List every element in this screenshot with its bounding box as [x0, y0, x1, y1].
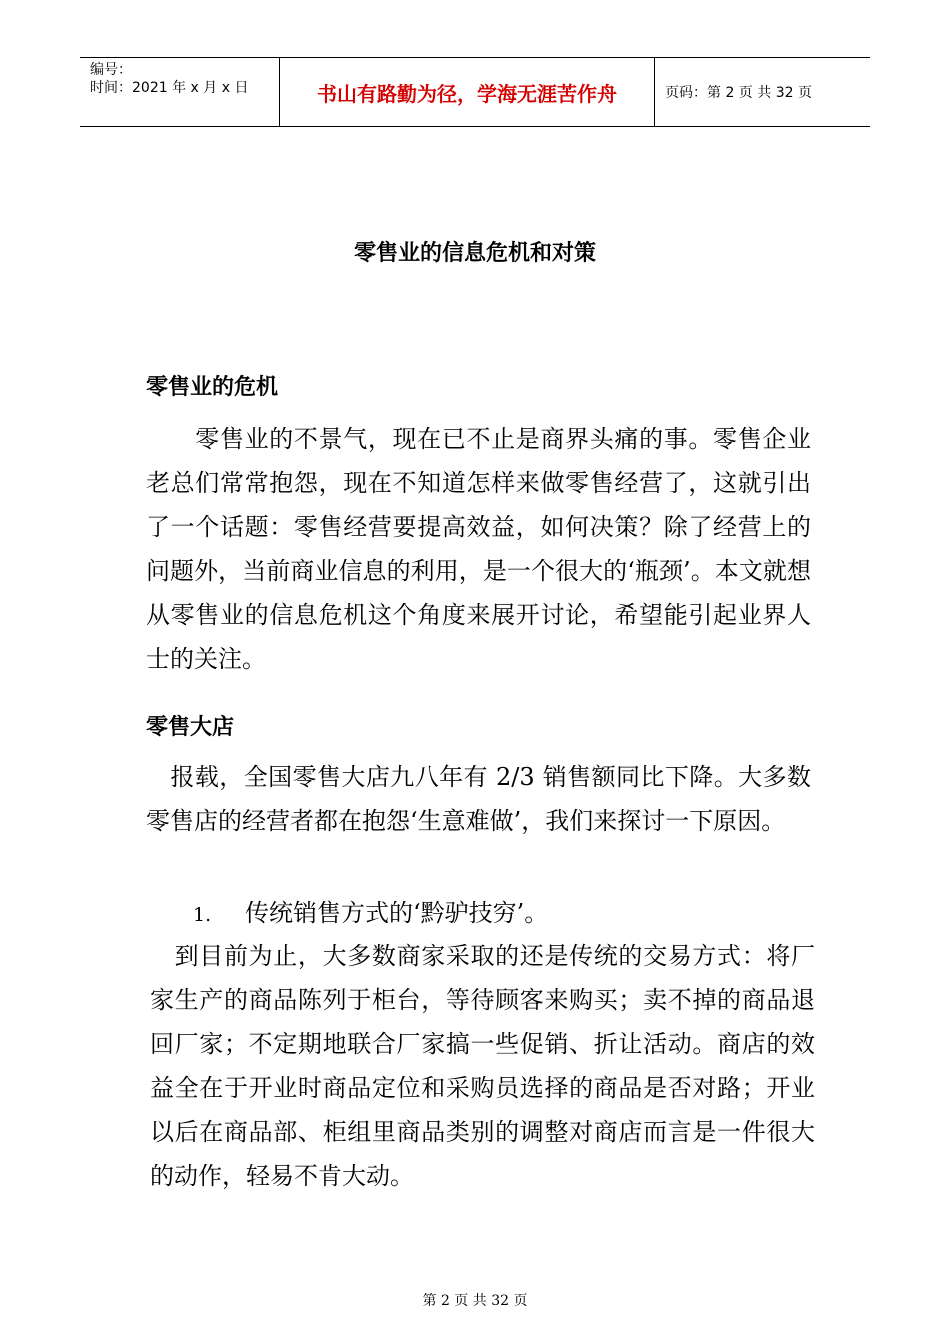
header-page-info: 页码：第 2 页 共 32 页	[665, 85, 812, 101]
section-paragraph-crisis: 零售业的不景气，现在已不止是商界头痛的事。零售企业老总们常常抱怨，现在不知道怎样来做零售经营了，这就引出了一个话题：零售经营要提高效益，如何决策？除了经营上的问题外，当前商业信息的利用，是一个很大的‘瓶颈’。本文就想从零售业的信息危机这个角度来展开讨论，希望能引起业界人士的关注。	[146, 425, 811, 673]
list-item	[193, 891, 548, 937]
section-heading-large-stores: 零售大店	[146, 715, 235, 740]
section-paragraph-large-stores: 报载，全国零售大店九八年有 2/3 销售额同比下降。大多数零售店的经营者都在抱怨‘生意难做’，我们来探讨一下原因。	[146, 763, 811, 835]
page-footer: 第 2 页 共 32 页	[422, 1293, 528, 1309]
section-paragraph-traditional-sales: 到目前为止，大多数商家采取的还是传统的交易方式：将厂家生产的商品陈列于柜台，等待顾客来购买；卖不掉的商品退回厂家；不定期地联合厂家搞一些促销、折让活动。商店的效益全在于开业时商品定位和采购员选择的商品是否对路；开业以后在商品部、柜组里商品类别的调整对商店而言是一件很大的动作，轻易不肯大动。	[150, 942, 815, 1190]
header-motto: 书山有路勤为径，学海无涯苦作舟	[280, 58, 655, 126]
list-number: 1.	[193, 904, 212, 926]
document-date: 时间：2021 年 x 月 x 日	[90, 80, 249, 96]
document-number-label: 编号：	[90, 62, 132, 78]
page-header	[80, 57, 870, 127]
section-heading-crisis: 零售业的危机	[146, 375, 279, 400]
list-text: 传统销售方式的‘黔驴技穷’。	[245, 899, 549, 927]
header-meta	[80, 58, 280, 126]
document-title: 零售业的信息危机和对策	[353, 241, 596, 266]
